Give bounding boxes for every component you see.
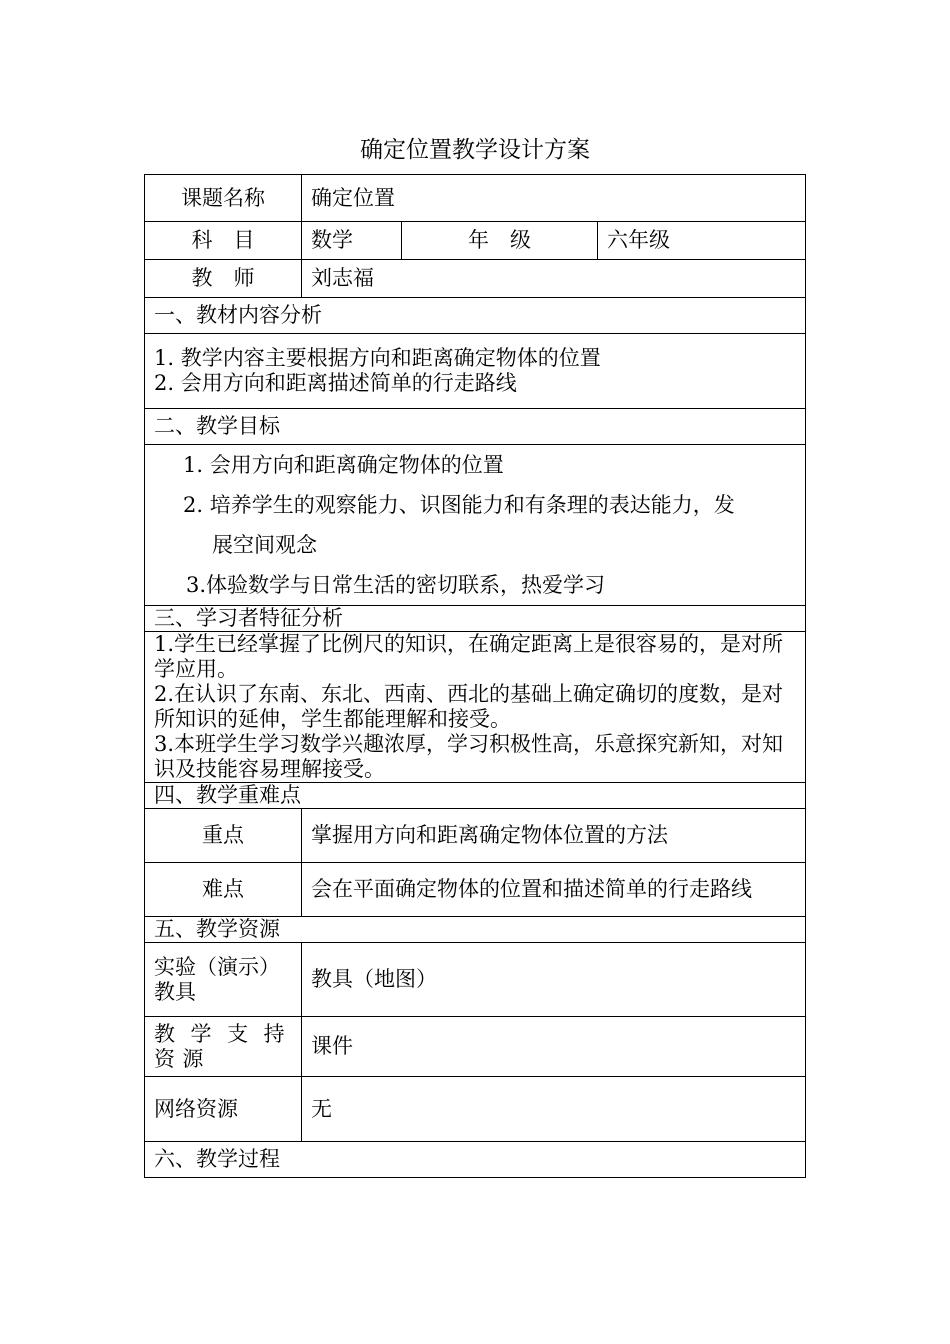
section-2-item: 1. 会用方向和距离确定物体的位置 [183,453,504,477]
resource-3-value: 无 [302,1077,806,1142]
key-point-value: 掌握用方向和距离确定物体位置的方法 [302,809,806,863]
section-2-body [145,445,806,606]
section-3-item: 2.在认识了东南、东北、西南、西北的基础上确定确切的度数，是对所知识的延伸，学生都能理解和接受。 [154,682,784,731]
resource-1-row [145,943,806,1017]
section-3-body [145,632,806,783]
grade-label: 年 级 [402,222,598,260]
section-2-item: 2. 培养学生的观察能力、识图能力和有条理的表达能力，发 [183,493,735,517]
resource-1-value: 教具（地图） [302,943,806,1017]
section-2-item: 展空间观念 [212,533,317,557]
section-3-item: 3.本班学生学习数学兴趣浓厚，学习积极性高，乐意探究新知，对知识及技能容易理解接受。 [154,732,784,781]
difficulty-value: 会在平面确定物体的位置和描述简单的行走路线 [302,863,806,917]
section-4-header [145,783,806,809]
section-2-item: 3.体验数学与日常生活的密切联系，热爱学习 [186,573,606,597]
topic-label: 课题名称 [145,175,302,222]
teacher-value: 刘志福 [302,260,806,298]
section-6-header [145,1142,806,1178]
section-1-header [145,298,806,334]
resource-3-label: 网络资源 [145,1077,302,1142]
subject-value: 数学 [302,222,402,260]
resource-1-label: 实验（演示）教具 [145,943,302,1017]
section-5-title: 五、教学资源 [145,917,806,943]
section-3-header [145,606,806,632]
resource-3-row [145,1077,806,1142]
section-2-title: 二、教学目标 [145,409,806,445]
teacher-label: 教 师 [145,260,302,298]
difficulty-row [145,863,806,917]
section-4-title: 四、教学重难点 [145,783,806,809]
subject-label: 科 目 [145,222,302,260]
section-1-body [145,334,806,409]
section-3-item: 1.学生已经掌握了比例尺的知识，在确定距离上是很容易的，是对所学应用。 [154,632,784,681]
section-5-header [145,917,806,943]
subject-row [145,222,806,260]
topic-value: 确定位置 [302,175,806,222]
section-2-header [145,409,806,445]
section-6-title: 六、教学过程 [145,1142,806,1178]
section-1-item: 1. 教学内容主要根据方向和距离确定物体的位置 [154,346,601,370]
topic-row [145,175,806,222]
resource-2-row [145,1017,806,1077]
lesson-plan-table [144,174,806,1178]
key-point-label: 重点 [145,809,302,863]
teacher-row [145,260,806,298]
page-title: 确定位置教学设计方案 [360,137,590,163]
grade-value: 六年级 [598,222,806,260]
difficulty-label: 难点 [145,863,302,917]
section-1-title: 一、教材内容分析 [145,298,806,334]
key-point-row [145,809,806,863]
section-1-item: 2. 会用方向和距离描述简单的行走路线 [154,371,517,395]
resource-2-label: 教学支持资源 [145,1017,302,1077]
section-3-title: 三、学习者特征分析 [145,606,806,632]
resource-2-value: 课件 [302,1017,806,1077]
